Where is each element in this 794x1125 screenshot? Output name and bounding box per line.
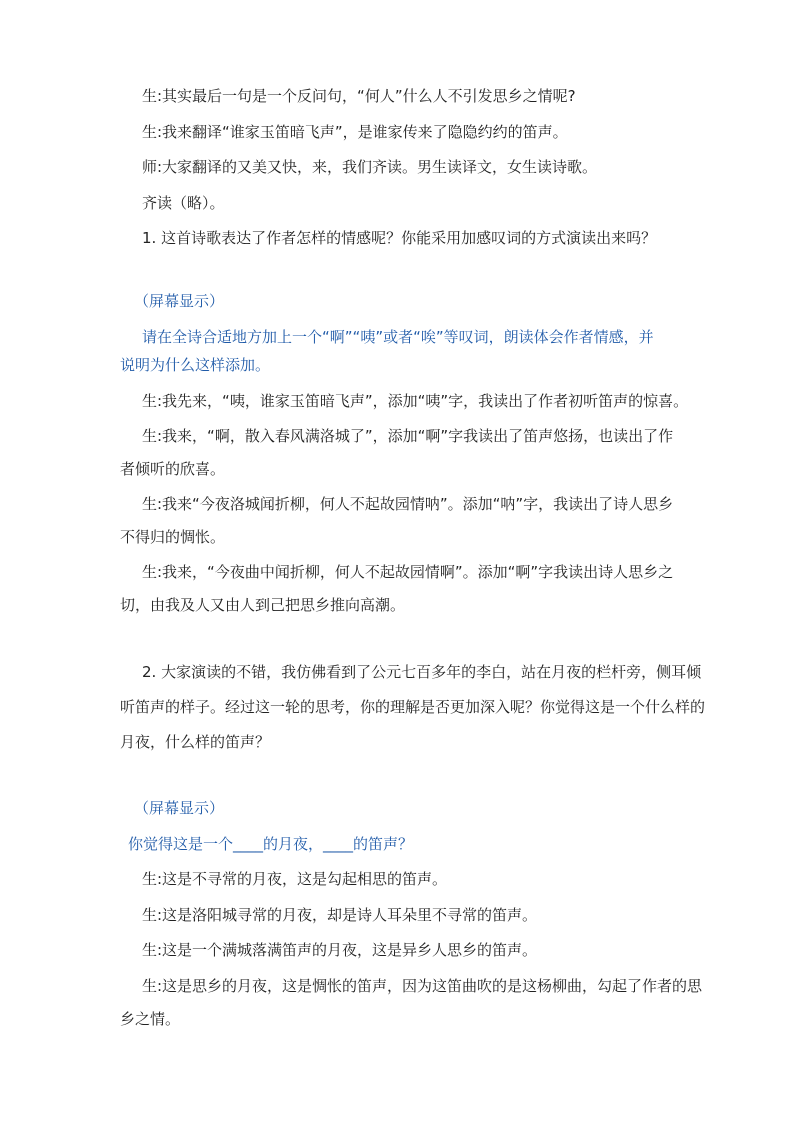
question-2: 2. 大家演读的不错，我仿佛看到了公元七百多年的李白，站在月夜的栏杆旁，侧耳倾	[142, 663, 702, 681]
answer-line: 生:这是思乡的月夜，这是惆怅的笛声，因为这笛曲吹的是这杨柳曲，勾起了作者的思	[142, 977, 703, 995]
dialogue-line: 者倾听的欣喜。	[120, 460, 226, 478]
screen-display-prompt: 你觉得这是一个____的月夜，____的笛声？	[128, 835, 414, 853]
dialogue-line: 生:我来翻译“谁家玉笛暗飞声”，是谁家传来了隐隐约约的笛声。	[142, 123, 568, 141]
answer-line: 生:这是不寻常的月夜，这是勾起相思的笛声。	[142, 870, 448, 888]
screen-display-label: （屏幕显示）	[134, 799, 225, 817]
answer-line: 乡之情。	[120, 1010, 181, 1028]
screen-display-label: （屏幕显示）	[134, 292, 225, 310]
dialogue-line: 师:大家翻译的又美又快，来，我们齐读。男生读译文，女生读诗歌。	[142, 158, 598, 176]
screen-display-prompt: 请在全诗合适地方加上一个“啊”“咦”或者“唉”等叹词，朗读体会作者情感，并	[142, 328, 654, 346]
dialogue-line: 切，由我及人又由人到己把思乡推向高潮。	[120, 596, 406, 614]
question-2: 月夜，什么样的笛声？	[120, 733, 271, 751]
screen-display-prompt: 说明为什么这样添加。	[120, 356, 271, 374]
dialogue-line: 生:我来，“啊，散入春风满洛城了”，添加“啊”字我读出了笛声悠扬，也读出了作	[142, 427, 674, 445]
dialogue-line: 生:我先来，“咦，谁家玉笛暗飞声”，添加“咦”字，我读出了作者初听笛声的惊喜。	[142, 392, 689, 410]
question-2: 听笛声的样子。经过这一轮的思考，你的理解是否更加深入呢？你觉得这是一个什么样的	[120, 698, 706, 716]
dialogue-line: 生:我来，“今夜曲中闻折柳，何人不起故园情啊”。添加“啊”字我读出诗人思乡之	[142, 563, 674, 581]
question-1: 1. 这首诗歌表达了作者怎样的情感呢？你能采用加感叹词的方式演读出来吗？	[142, 229, 657, 247]
dialogue-line: 生:我来“今夜洛城闻折柳，何人不起故园情呐”。添加“呐”字，我读出了诗人思乡	[142, 495, 674, 513]
dialogue-line: 齐读（略）。	[142, 194, 225, 212]
dialogue-line: 不得归的惆怅。	[120, 528, 226, 546]
dialogue-line: 生:其实最后一句是一个反问句，“何人”什么人不引发思乡之情呢?	[142, 87, 576, 105]
answer-line: 生:这是一个满城落满笛声的月夜，这是异乡人思乡的笛声。	[142, 941, 538, 959]
answer-line: 生:这是洛阳城寻常的月夜，却是诗人耳朵里不寻常的笛声。	[142, 906, 538, 924]
